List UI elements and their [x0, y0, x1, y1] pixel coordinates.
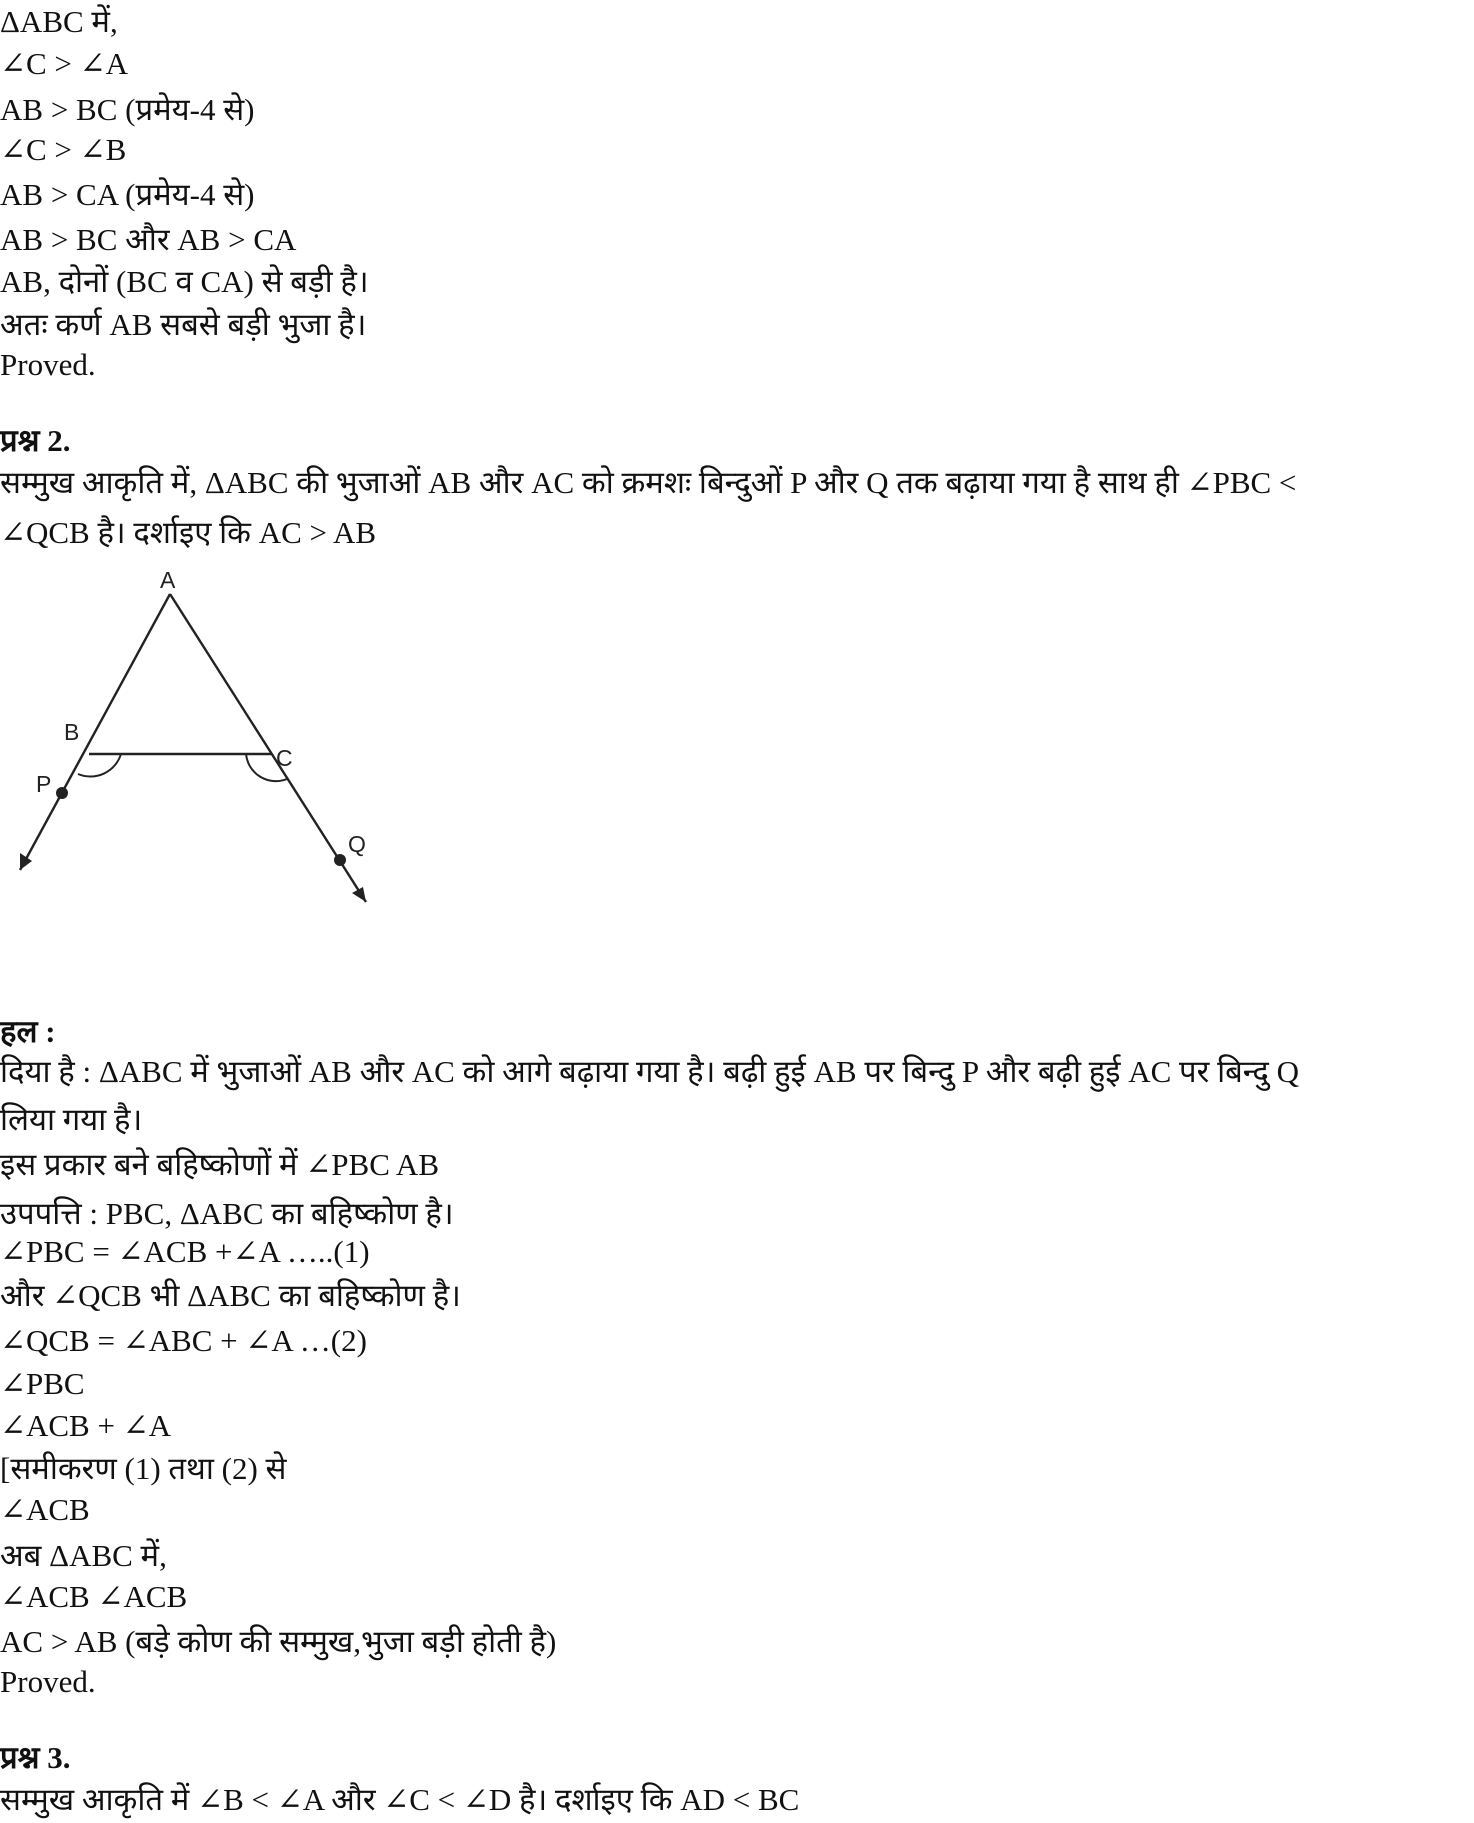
angle-arc-pbc — [78, 754, 121, 777]
text-line: ∠C > ∠B — [0, 132, 127, 167]
label-p: P — [36, 771, 52, 797]
point-q — [334, 854, 346, 866]
text-line: और ∠QCB भी ΔABC का बहिष्कोण है। — [0, 1278, 461, 1313]
text-line: लिया गया है। — [0, 1102, 143, 1137]
label-b: B — [64, 719, 80, 745]
text-line: ∠ACB ∠ACB — [0, 1579, 188, 1614]
text-line: [समीकरण (1) तथा (2) से — [0, 1451, 287, 1486]
proved-text: Proved. — [0, 1664, 96, 1699]
question-text: सम्मुख आकृति में, ΔABC की भुजाओं AB और AC को क्रमशः बिन्दुओं P और Q तक बढ़ाया गया है साथ ही ∠PBC < — [0, 465, 1297, 500]
text-line: AC > AB (बड़े कोण की सम्मुख,भुजा बड़ी होती है) — [0, 1624, 557, 1659]
text-line: ∠QCB = ∠ABC + ∠A …(2) — [0, 1323, 367, 1358]
question-text: ∠QCB है। दर्शाइए कि AC > AB — [0, 515, 377, 550]
line-ab-extended — [20, 594, 170, 870]
text-line: उपपत्ति : PBC, ΔABC का बहिष्कोण है। — [0, 1196, 454, 1231]
text-line: AB > CA (प्रमेय-4 से) — [0, 177, 255, 212]
text-line: ∠ACB + ∠A — [0, 1408, 172, 1443]
text-line: AB > BC और AB > CA — [0, 222, 297, 257]
question-heading: प्रश्न 2. — [0, 423, 71, 458]
text-line: ∠ACB — [0, 1492, 90, 1527]
label-c: C — [276, 745, 293, 771]
text-line: अतः कर्ण AB सबसे बड़ी भुजा है। — [0, 307, 367, 342]
label-a: A — [160, 567, 176, 593]
text-line: AB, दोनों (BC व CA) से बड़ी है। — [0, 264, 369, 299]
arrowhead-q — [352, 887, 366, 902]
question-text: सम्मुख आकृति में ∠B < ∠A और ∠C < ∠D है। दर्शाइए कि AD < BC — [0, 1782, 800, 1817]
solution-heading: हल : — [0, 1014, 56, 1049]
text-line: अब ΔABC में, — [0, 1538, 167, 1573]
text-line: इस प्रकार बने बहिष्कोणों में ∠PBC AB — [0, 1147, 439, 1182]
text-line: ∠PBC = ∠ACB +∠A …..(1) — [0, 1234, 370, 1269]
question-heading: प्रश्न 3. — [0, 1740, 71, 1775]
triangle-figure — [0, 560, 400, 920]
arrowhead-p — [20, 853, 32, 870]
text-line: ∠PBC — [0, 1366, 85, 1401]
label-q: Q — [348, 831, 366, 857]
text-line: ∠C > ∠A — [0, 46, 128, 81]
text-line: ΔABC में, — [0, 4, 118, 39]
point-p — [56, 787, 68, 799]
text-line: दिया है : ΔABC में भुजाओं AB और AC को आगे बढ़ाया गया है। बढ़ी हुई AB पर बिन्दु P और बढ़ी हुई AC पर बिन्दु Q — [0, 1054, 1299, 1089]
text-line: AB > BC (प्रमेय-4 से) — [0, 92, 255, 127]
proved-text: Proved. — [0, 347, 96, 382]
